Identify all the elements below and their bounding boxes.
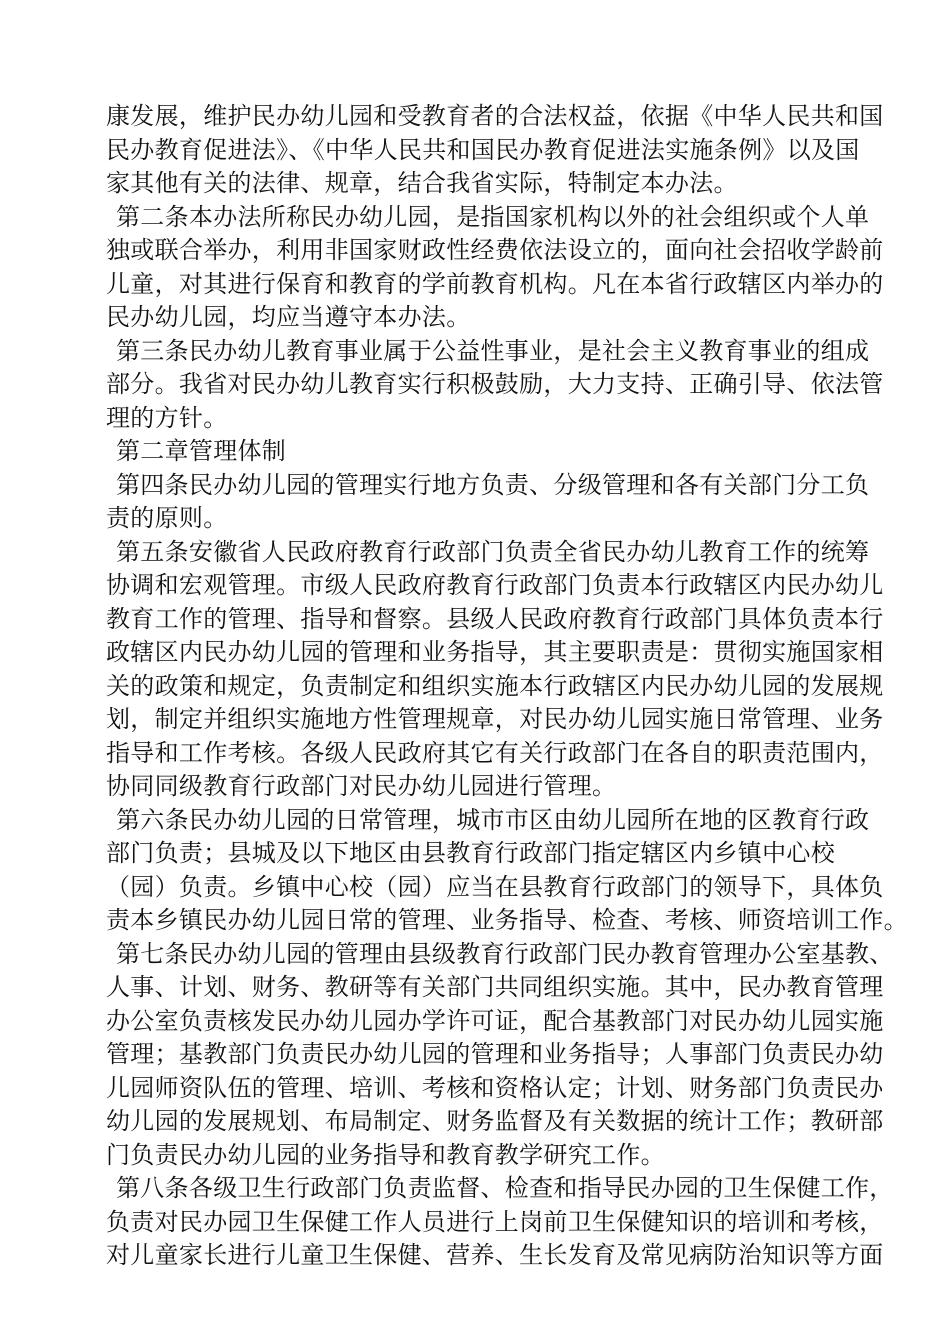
text-line: 独或联合举办，利用非国家财政性经费依法设立的，面向社会招收学龄前 bbox=[106, 236, 884, 264]
text-line: 人事、计划、财务、教研等有关部门共同组织实施。其中，民办教育管理 bbox=[106, 973, 884, 1001]
article-3-start: 第三条民办幼儿教育事业属于公益性事业，是社会主义教育事业的组成 bbox=[116, 336, 870, 365]
text-line: 责的原则。 bbox=[106, 504, 228, 532]
text-line: 对儿童家长进行儿童卫生保健、营养、生长发育及常见病防治知识等方面 bbox=[106, 1241, 884, 1269]
text-line: 负责对民办园卫生保健工作人员进行上岗前卫生保健知识的培训和考核， bbox=[106, 1207, 884, 1236]
article-8-start: 第八条各级卫生行政部门负责监督、检查和指导民办园的卫生保健工作， bbox=[116, 1174, 894, 1202]
article-4-start: 第四条民办幼儿园的管理实行地方负责、分级管理和各有关部门分工负 bbox=[116, 470, 870, 499]
document-body bbox=[106, 100, 908, 1273]
text-line: （园）负责。乡镇中心校（园）应当在县教育行政部门的领导下，具体负 bbox=[106, 872, 884, 901]
article-7-start: 第七条民办幼儿园的管理由县级教育行政部门民办教育管理办公室基教、 bbox=[116, 939, 894, 968]
text-line: 教育工作的管理、指导和督察。县级人民政府教育行政部门具体负责本行 bbox=[106, 604, 884, 633]
text-line: 理的方针。 bbox=[106, 403, 228, 432]
text-line: 民办教育促进法》、《中华人民共和国民办教育促进法实施条例》以及国 bbox=[106, 135, 860, 164]
text-line: 关的政策和规定，负责制定和组织实施本行政辖区内民办幼儿园的发展规 bbox=[106, 671, 884, 700]
chapter-heading: 第二章管理体制 bbox=[116, 437, 287, 465]
text-line: 政辖区内民办幼儿园的管理和业务指导，其主要职责是：贯彻实施国家相 bbox=[106, 638, 884, 666]
text-line: 办公室负责核发民办幼儿园办学许可证，配合基教部门对民办幼儿园实施 bbox=[106, 1006, 884, 1035]
article-2-start: 第二条本办法所称民办幼儿园，是指国家机构以外的社会组织或个人单 bbox=[116, 202, 870, 231]
text-line: 康发展，维护民办幼儿园和受教育者的合法权益，依据《中华人民共和国 bbox=[106, 102, 884, 130]
text-line: 责本乡镇民办幼儿园日常的管理、业务指导、检查、考核、师资培训工作。 bbox=[106, 906, 908, 934]
text-line: 协同同级教育行政部门对民办幼儿园进行管理。 bbox=[106, 772, 617, 800]
text-line: 指导和工作考核。各级人民政府其它有关行政部门在各自的职责范围内， bbox=[106, 738, 884, 767]
text-line: 儿童，对其进行保育和教育的学前教育机构。凡在本省行政辖区内举办的 bbox=[106, 269, 884, 298]
text-line: 划，制定并组织实施地方性管理规章，对民办幼儿园实施日常管理、业务 bbox=[106, 705, 884, 733]
text-line: 民办幼儿园，均应当遵守本办法。 bbox=[106, 303, 471, 331]
text-line: 儿园师资队伍的管理、培训、考核和资格认定；计划、财务部门负责民办 bbox=[106, 1073, 884, 1102]
article-6-start: 第六条民办幼儿园的日常管理，城市市区由幼儿园所在地的区教育行政 bbox=[116, 805, 870, 834]
text-line: 家其他有关的法律、规章，结合我省实际，特制定本办法。 bbox=[106, 169, 738, 197]
text-line: 部分。我省对民办幼儿教育实行积极鼓励，大力支持、正确引导、依法管 bbox=[106, 370, 884, 398]
text-line: 部门负责；县城及以下地区由县教育行政部门指定辖区内乡镇中心校 bbox=[106, 839, 835, 867]
text-line: 门负责民办幼儿园的业务指导和教育教学研究工作。 bbox=[106, 1140, 665, 1169]
article-5-start: 第五条安徽省人民政府教育行政部门负责全省民办幼儿教育工作的统筹 bbox=[116, 537, 870, 566]
text-line: 管理；基教部门负责民办幼儿园的管理和业务指导；人事部门负责民办幼 bbox=[106, 1040, 884, 1068]
text-line: 幼儿园的发展规划、布局制定、财务监督及有关数据的统计工作；教研部 bbox=[106, 1107, 884, 1135]
text-line: 协调和宏观管理。市级人民政府教育行政部门负责本行政辖区内民办幼儿 bbox=[106, 571, 884, 599]
